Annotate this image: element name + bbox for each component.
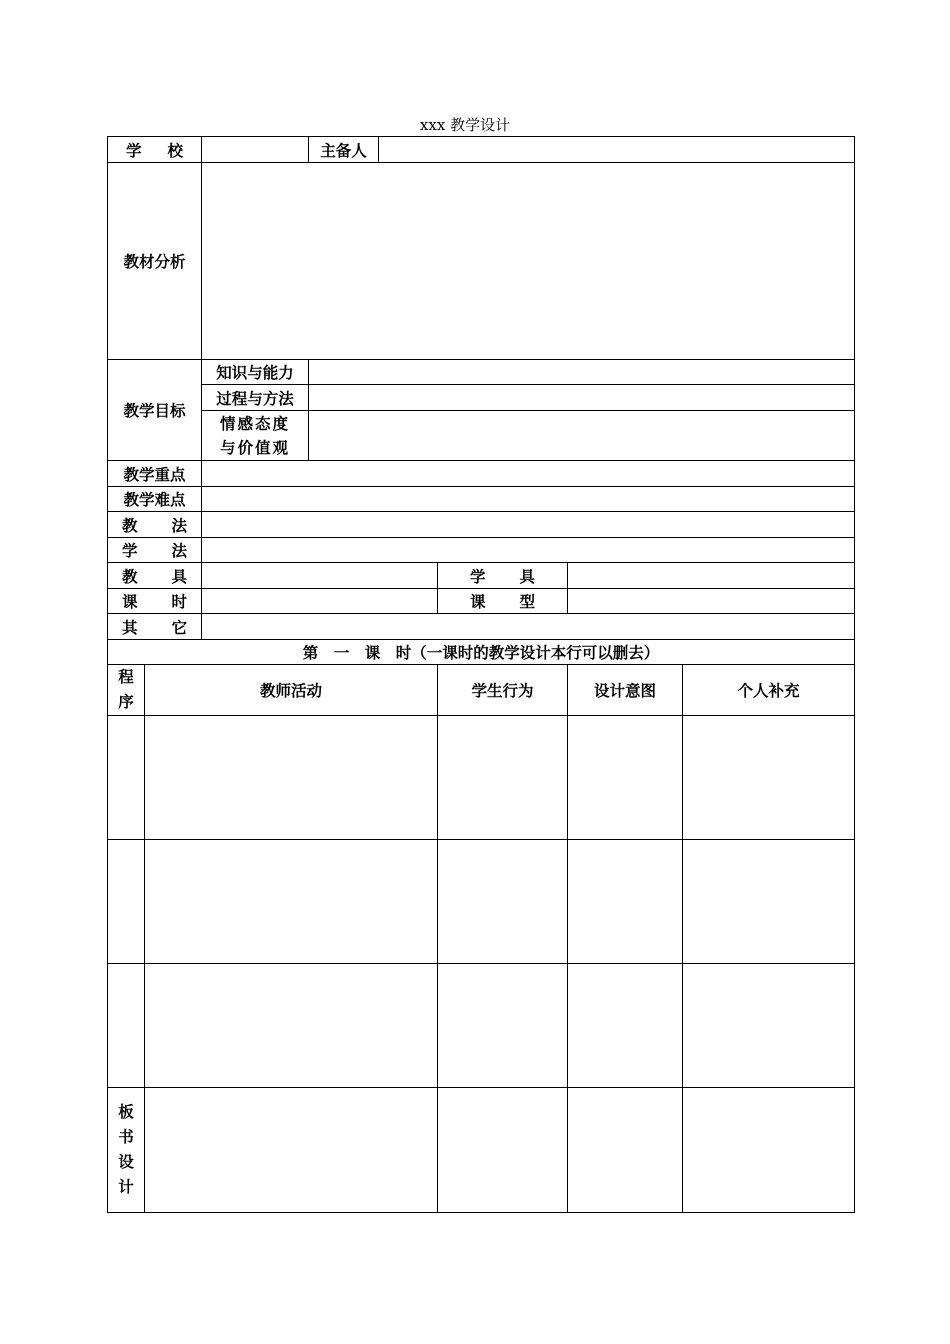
difficulties-value[interactable] xyxy=(202,487,855,512)
teacher-activity-cell[interactable] xyxy=(145,1088,438,1213)
student-behavior-cell[interactable] xyxy=(438,964,568,1088)
analysis-label: 教材分析 xyxy=(108,163,202,360)
design-intent-cell[interactable] xyxy=(568,964,683,1088)
teaching-method-label: 教 法 xyxy=(108,512,202,538)
learning-method-value[interactable] xyxy=(202,538,855,563)
preparer-value[interactable] xyxy=(379,137,855,163)
lesson-hours-value[interactable] xyxy=(202,589,438,614)
step-cell[interactable] xyxy=(108,964,145,1088)
document-title: xxx 教学设计 xyxy=(419,116,511,134)
teacher-activity-cell[interactable] xyxy=(145,840,438,964)
other-value[interactable] xyxy=(202,614,855,640)
goals-label: 教学目标 xyxy=(108,360,202,461)
learning-method-label: 学 法 xyxy=(108,538,202,563)
student-behavior-cell[interactable] xyxy=(438,716,568,840)
key-points-label: 教学重点 xyxy=(108,461,202,487)
student-behavior-cell[interactable] xyxy=(438,1088,568,1213)
table-row xyxy=(108,840,855,964)
school-label: 学 校 xyxy=(108,137,202,163)
teaching-method-value[interactable] xyxy=(202,512,855,538)
personal-supplement-cell[interactable] xyxy=(683,964,855,1088)
learning-tools-value[interactable] xyxy=(568,563,855,589)
design-intent-cell[interactable] xyxy=(568,1088,683,1213)
step-cell[interactable] xyxy=(108,716,145,840)
lesson-hours-label: 课 时 xyxy=(108,589,202,614)
difficulties-label: 教学难点 xyxy=(108,487,202,512)
personal-supplement-cell[interactable] xyxy=(683,1088,855,1213)
goal-knowledge-label: 知识与能力 xyxy=(202,360,309,385)
board-design-label: 板 书 设 计 xyxy=(108,1088,145,1213)
other-label: 其 它 xyxy=(108,614,202,640)
analysis-value[interactable] xyxy=(202,163,855,360)
session-title: 第 一 课 时（一课时的教学设计本行可以删去） xyxy=(108,640,855,665)
school-value[interactable] xyxy=(202,137,309,163)
personal-supplement-cell[interactable] xyxy=(683,716,855,840)
goal-process-value[interactable] xyxy=(309,385,855,411)
goal-emotion-value[interactable] xyxy=(309,411,855,461)
goal-knowledge-value[interactable] xyxy=(309,360,855,385)
teacher-activity-cell[interactable] xyxy=(145,964,438,1088)
personal-supplement-cell[interactable] xyxy=(683,840,855,964)
lesson-type-label: 课 型 xyxy=(438,589,568,614)
teacher-activity-cell[interactable] xyxy=(145,716,438,840)
teacher-activity-header: 教师活动 xyxy=(145,665,438,716)
lesson-type-value[interactable] xyxy=(568,589,855,614)
table-row xyxy=(108,964,855,1088)
table-row xyxy=(108,716,855,840)
lesson-plan-table xyxy=(107,136,855,1213)
key-points-value[interactable] xyxy=(202,461,855,487)
step-cell[interactable] xyxy=(108,840,145,964)
goal-process-label: 过程与方法 xyxy=(202,385,309,411)
learning-tools-label: 学 具 xyxy=(438,563,568,589)
personal-supplement-header: 个人补充 xyxy=(683,665,855,716)
goal-emotion-label: 情感态度 与价值观 xyxy=(202,411,309,461)
design-intent-cell[interactable] xyxy=(568,840,683,964)
teaching-tools-label: 教 具 xyxy=(108,563,202,589)
student-behavior-header: 学生行为 xyxy=(438,665,568,716)
design-intent-header: 设计意图 xyxy=(568,665,683,716)
step-header: 程 序 xyxy=(108,665,145,716)
board-design-row xyxy=(108,1088,855,1213)
preparer-label: 主备人 xyxy=(309,137,379,163)
student-behavior-cell[interactable] xyxy=(438,840,568,964)
teaching-tools-value[interactable] xyxy=(202,563,438,589)
design-intent-cell[interactable] xyxy=(568,716,683,840)
